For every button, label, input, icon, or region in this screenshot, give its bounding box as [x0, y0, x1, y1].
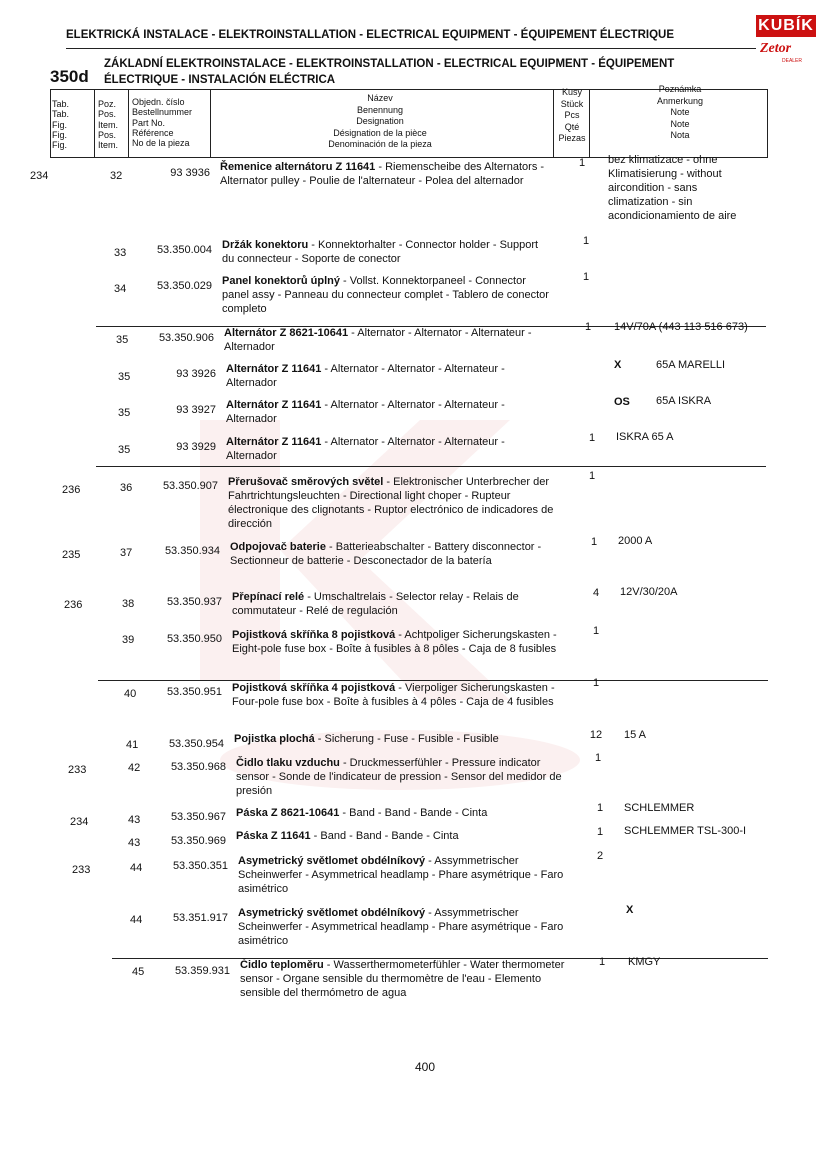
- row-description: Páska Z 11641 - Band - Band - Bande - Cinta: [236, 830, 459, 842]
- row-pos: 44: [130, 862, 143, 874]
- row-pos: 35: [118, 371, 131, 383]
- section-separator: [96, 466, 766, 467]
- row-qty: 4: [592, 587, 600, 599]
- row-pos: 42: [128, 762, 141, 774]
- row-part-no: 93 3927: [176, 404, 216, 416]
- row-pos: 33: [114, 247, 127, 259]
- column-header-part-no: Objedn. číslo Bestellnummer Part No. Référence No de la pieza: [132, 97, 193, 149]
- row-pos: 38: [122, 598, 135, 610]
- row-description: Čidlo tlaku vzduchu - Druckmesserfühler - Pressure indicator sensor - Sonde de l'indicateur de pression - Sensor del medidor de presión: [236, 757, 562, 797]
- row-tab: 235: [62, 549, 81, 561]
- zetor-logo: Zetor: [760, 41, 792, 56]
- row-qty: 12: [589, 729, 603, 741]
- column-header-qty: Kusy Stück Pcs Qté Piezas: [558, 87, 586, 143]
- row-note-mark: X: [614, 359, 622, 371]
- row-description: Páska Z 8621-10641 - Band - Band - Bande - Cinta: [236, 807, 488, 819]
- row-part-no: 53.350.906: [158, 332, 214, 344]
- row-part-no: 93 3926: [176, 368, 216, 380]
- row-part-no: 53.351.917: [172, 912, 228, 924]
- row-description: Alternátor Z 11641 - Alternator - Alternator - Alternateur - Alternador: [226, 436, 505, 462]
- row-pos: 37: [120, 547, 133, 559]
- row-qty: 1: [588, 470, 596, 482]
- row-description: Alternátor Z 11641 - Alternator - Alternator - Alternateur - Alternador: [226, 363, 505, 389]
- row-pos: 43: [128, 814, 141, 826]
- row-qty: 1: [578, 157, 586, 169]
- row-pos: 39: [122, 634, 135, 646]
- row-part-no: 53.350.907: [162, 480, 218, 492]
- row-tab: 236: [62, 484, 81, 496]
- row-tab: 234: [70, 816, 89, 828]
- row-part-no: 53.350.937: [166, 596, 222, 608]
- row-description: Asymetrický světlomet obdélníkový - Assymmetrischer Scheinwerfer - Asymmetrical headlamp - Phare asymétrique - Faro asimétrico: [238, 855, 564, 895]
- row-description: Přerušovač směrových světel - Elektronischer Unterbrecher der Fahrtrichtungsleuchten - Directional light choper - Rupteur électronique des clignotants - Ruptor electrónico de indicadores de dirección: [228, 476, 554, 530]
- row-qty: 1: [584, 321, 592, 333]
- row-tab: 233: [72, 864, 91, 876]
- row-note: 12V/30/20A: [620, 586, 678, 598]
- row-description: Pojistková skříňka 8 pojistková - Achtpoliger Sicherungskasten - Eight-pole fuse box - Boîte à fusibles à 8 pôles - Caja de 8 fusibles: [232, 629, 557, 655]
- document-title: ELEKTRICKÁ INSTALACE - ELEKTROINSTALLATION - ELECTRICAL EQUIPMENT - ÉQUIPEMENT ÉLECTRIQUE: [66, 29, 675, 41]
- row-note: ISKRA 65 A: [616, 431, 674, 443]
- kubik-logo: KUBÍK: [756, 15, 816, 37]
- row-qty: 1: [582, 235, 590, 247]
- row-note: 65A MARELLI: [656, 359, 726, 371]
- section-title-line1: ZÁKLADNÍ ELEKTROINSTALACE - ELEKTROINSTALLATION - ELECTRICAL EQUIPMENT - ÉQUIPEMENT: [104, 58, 675, 70]
- row-description: Alternátor Z 8621-10641 - Alternator - Alternator - Alternateur - Alternador: [224, 327, 532, 353]
- row-tab: 234: [30, 170, 49, 182]
- row-qty: 1: [596, 826, 604, 838]
- row-pos: 40: [124, 688, 137, 700]
- column-header-name: Název Benennung Designation Désignation de la pièce Denominación de la pieza: [328, 93, 432, 149]
- row-part-no: 53.350.968: [170, 761, 226, 773]
- row-note: 2000 A: [618, 535, 653, 547]
- row-description: Asymetrický světlomet obdélníkový - Assymmetrischer Scheinwerfer - Asymmetrical headlamp - Phare asymétrique - Faro asimétrico: [238, 907, 564, 947]
- row-description: Alternátor Z 11641 - Alternator - Alternator - Alternateur - Alternador: [226, 399, 505, 425]
- row-note: SCHLEMMER: [624, 802, 695, 814]
- row-part-no: 53.350.029: [156, 280, 212, 292]
- row-qty: 1: [592, 677, 600, 689]
- row-part-no: 93 3929: [176, 441, 216, 453]
- section-code: 350d: [50, 67, 89, 86]
- row-tab: 236: [64, 599, 83, 611]
- row-qty: 1: [582, 271, 590, 283]
- row-note: 15 A: [624, 729, 647, 741]
- row-part-no: 53.350.954: [168, 738, 224, 750]
- row-part-no: 53.350.969: [170, 835, 226, 847]
- row-qty: 1: [588, 432, 596, 444]
- row-description: Čidlo teploměru - Wasserthermometerfühler - Water thermometer sensor - Organe sensible du thermomètre de l'eau - Elemento sensible del thermómetro de agua: [240, 959, 565, 999]
- row-part-no: 53.350.934: [164, 545, 220, 557]
- page-number: 400: [414, 1060, 436, 1074]
- row-note: 65A ISKRA: [656, 395, 712, 407]
- row-qty: 1: [598, 956, 606, 968]
- row-description: Řemenice alternátoru Z 11641 - Riemenscheibe des Alternators - Alternator pulley - Poulie de l'alternateur - Polea del alternador: [220, 161, 545, 187]
- row-note: bez klimatizace - ohne Klimatisierung - without aircondition - sans climatization - sin acondicionamiento de aire: [608, 154, 737, 222]
- row-qty: 1: [590, 536, 598, 548]
- column-header-tab: Tab. Tab. Fig. Fig. Fig.: [52, 99, 70, 151]
- row-part-no: 53.350.351: [172, 860, 228, 872]
- row-pos: 43: [128, 837, 141, 849]
- row-pos: 44: [130, 914, 143, 926]
- row-pos: 36: [120, 482, 133, 494]
- row-description: Pojistková skříňka 4 pojistková - Vierpoliger Sicherungskasten - Four-pole fuse box - Boîte à fusibles à 4 pôles - Caja de 4 fusibles: [232, 682, 555, 708]
- dealer-label: DEALER: [782, 58, 803, 64]
- row-description: Přepínací relé - Umschaltrelais - Selector relay - Relais de commutateur - Relé de regulación: [232, 591, 519, 617]
- row-pos: 45: [132, 966, 145, 978]
- row-part-no: 53.350.967: [170, 811, 226, 823]
- row-pos: 35: [116, 334, 129, 346]
- row-note-mark: X: [626, 904, 634, 916]
- row-tab: 233: [68, 764, 87, 776]
- row-note: SCHLEMMER TSL-300-I: [624, 825, 747, 837]
- row-part-no: 53.350.951: [166, 686, 222, 698]
- row-pos: 34: [114, 283, 127, 295]
- row-note: KMGY: [628, 956, 661, 968]
- row-description: Pojistka plochá - Sicherung - Fuse - Fusible - Fusible: [234, 733, 499, 745]
- row-pos: 32: [110, 170, 123, 182]
- column-header-pos: Poz. Pos. Item. Pos. Item.: [98, 99, 119, 151]
- column-header-note: Poznámka Anmerkung Note Note Nota: [656, 84, 704, 140]
- row-note: 14V/70A (443 113 516 673): [614, 321, 748, 333]
- row-pos: 35: [118, 407, 131, 419]
- row-part-no: 53.350.950: [166, 633, 222, 645]
- row-part-no: 53.359.931: [174, 965, 230, 977]
- row-pos: 35: [118, 444, 131, 456]
- row-qty: 2: [596, 850, 604, 862]
- row-part-no: 53.350.004: [156, 244, 212, 256]
- row-note-mark: OS: [614, 396, 630, 408]
- row-description: Odpojovač baterie - Batterieabschalter - Battery disconnector - Sectionneur de batterie - Desconectador de la batería: [230, 541, 542, 567]
- title-underline: [66, 48, 756, 49]
- row-pos: 41: [126, 739, 139, 751]
- row-qty: 1: [596, 802, 604, 814]
- row-part-no: 93 3936: [170, 167, 210, 179]
- row-qty: 1: [592, 625, 600, 637]
- section-title-line2: ÉLECTRIQUE - INSTALACIÓN ELÉCTRICA: [104, 74, 336, 86]
- row-description: Panel konektorů úplný - Vollst. Konnektorpaneel - Connector panel assy - Panneau du connecteur complet - Tablero de conector completo: [222, 275, 549, 315]
- row-description: Držák konektoru - Konnektorhalter - Connector holder - Support du connecteur - Soporte de conector: [222, 239, 539, 265]
- row-qty: 1: [594, 752, 602, 764]
